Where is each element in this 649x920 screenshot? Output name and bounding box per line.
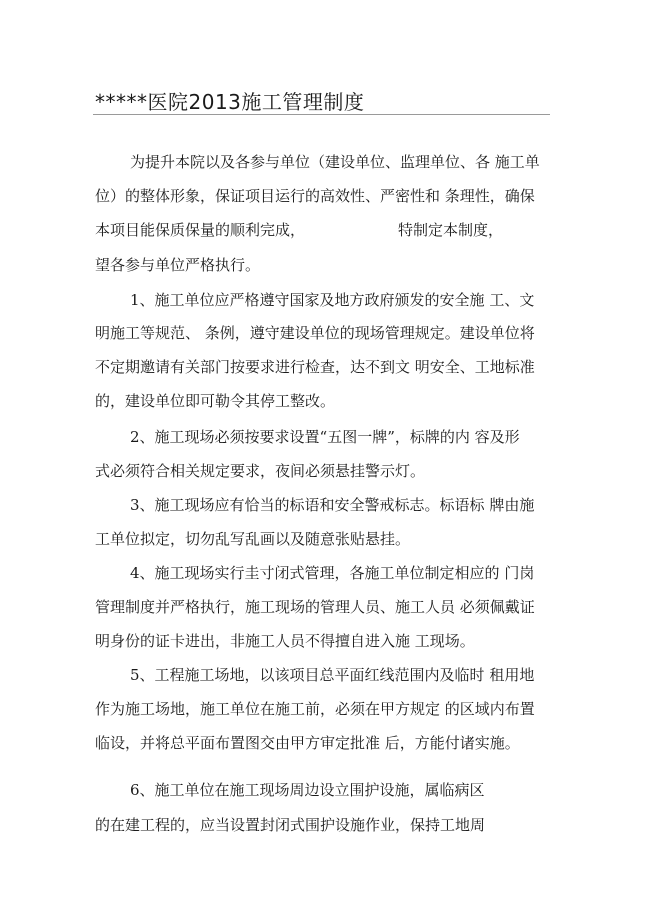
paragraph-line: 本项目能保质保量的顺利完成， [95,221,306,239]
title-underline [93,114,550,115]
paragraph-line: 为提升本院以及各参与单位（建设单位、监理单位、各 施工单 [130,153,540,171]
paragraph-line: 1、施工单位应严格遵守国家及地方政府颁发的安全施 工、文 [130,291,535,309]
paragraph-line: 位）的整体形象，保证项目运行的高效性、严密性和 条理性，确保 [95,187,535,205]
paragraph-line: 3、施工现场应有恰当的标语和安全警戒标志。标语标 牌由施 [130,496,535,514]
paragraph-line: 临设，并将总平面布置图交由甲方审定批准 后，方能付诸实施。 [95,734,520,752]
paragraph-line: 的在建工程的，应当设置封闭式围护设施作业，保持工地周 [95,816,486,834]
paragraph-line: 式必须符合相关规定要求，夜间必须悬挂警示灯。 [95,462,426,480]
paragraph-line: 望各参与单位严格执行。 [95,256,261,274]
paragraph-line: 4、施工现场实行圭寸闭式管理，各施工单位制定相应的 门岗 [130,564,535,582]
paragraph-line: 6、施工单位在施工现场周边设立围护设施，属临病区 [130,781,485,799]
paragraph-line: 作为施工场地，施工单位在施工前，必须在甲方规定 的区域内布置 [95,700,535,718]
paragraph-line: 明身份的证卡进出，非施工人员不得擅自进入施 工现场。 [95,632,475,650]
paragraph-line: 5、工程施工场地，以该项目总平面红线范围内及临时 租用地 [130,666,535,684]
paragraph-line: 2、施工现场必须按要求设置“五图一牌”，标牌的内 容及形 [130,428,520,446]
page-title: *****医院2013施工管理制度 [95,90,365,114]
paragraph-line: 工单位拟定，切勿乱写乱画以及随意张贴悬挂。 [95,530,411,548]
paragraph-line: 明施工等规范、 条例，遵守建设单位的现场管理规定。建设单位将 [95,324,535,342]
paragraph-line: 不定期邀请有关部门按要求进行检查，达不到文 明安全、工地标准 [95,358,535,376]
paragraph-line: 特制定本制度， [398,221,504,239]
paragraph-line: 管理制度并严格执行，施工现场的管理人员、施工人员 必须佩戴证 [95,598,535,616]
paragraph-line: 的，建设单位即可勒令其停工整改。 [95,392,336,410]
